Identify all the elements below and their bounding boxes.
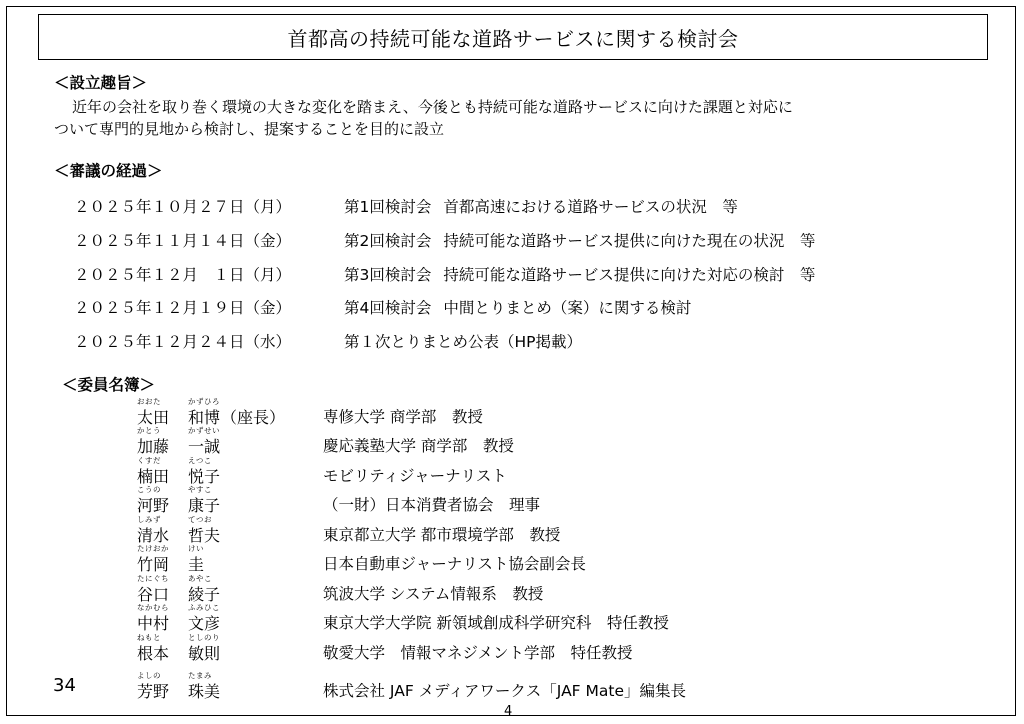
member-given-name: 珠美 (188, 682, 221, 701)
history-heading: ＜審議の経過＞ (54, 162, 163, 180)
meeting-topic: 中間とりまとめ（案）に関する検討 (443, 299, 692, 317)
surname-ruby: しみず (137, 515, 161, 524)
member-given-name: 康子 (188, 496, 221, 515)
member-given-name: 和博 (188, 408, 221, 427)
surname-ruby: かとう (137, 426, 161, 435)
meeting-row (74, 195, 738, 217)
surname-ruby: くすだ (137, 456, 161, 465)
given-name-ruby: えつこ (188, 456, 212, 465)
member-given-name: 敏則 (188, 644, 221, 663)
member-affiliation: 日本自動車ジャーナリスト協会副会長 (323, 555, 586, 573)
member-affiliation: 東京都立大学 都市環境学部 教授 (323, 526, 561, 544)
given-name-ruby: ふみひこ (188, 603, 220, 612)
member-surname: 加藤 (137, 437, 170, 456)
given-name-ruby: としのり (188, 633, 220, 642)
meeting-date: ２０２５年１２月 １日（月） (74, 266, 292, 284)
given-name-ruby: てつお (188, 515, 212, 524)
member-given-name: 文彦 (188, 614, 221, 633)
member-affiliation: 株式会社 JAF メディアワークス「JAF Mate」編集長 (323, 682, 687, 700)
meeting-date: ２０２５年１１月１４日（金） (74, 232, 292, 250)
member-role: （座長） (221, 408, 286, 427)
given-name-ruby: かずひろ (188, 397, 220, 406)
meeting-name: 第2回検討会 (344, 232, 432, 250)
meeting-name: 第3回検討会 (344, 266, 432, 284)
member-given-name: 一誠 (188, 437, 221, 456)
surname-ruby: ねもと (137, 633, 161, 642)
member-surname: 中村 (137, 614, 170, 633)
given-name-ruby: たまみ (188, 671, 212, 680)
meeting-row (74, 296, 691, 318)
document-title: 首都高の持続可能な道路サービスに関する検討会 (38, 14, 988, 60)
surname-ruby: よしの (137, 671, 161, 680)
given-name-ruby: かずせい (188, 426, 220, 435)
meeting-row (74, 229, 815, 251)
member-surname: 楠田 (137, 467, 170, 486)
meeting-date: ２０２５年１２月１９日（金） (74, 299, 292, 317)
member-surname: 根本 (137, 644, 170, 663)
member-surname: 太田 (137, 408, 170, 427)
member-affiliation: （一財）日本消費者協会 理事 (323, 496, 541, 514)
meeting-date: ２０２５年１２月２４日（水） (74, 333, 292, 351)
member-given-name: 圭 (188, 555, 205, 574)
member-affiliation: 敬愛大学 情報マネジメント学部 特任教授 (323, 644, 633, 662)
member-affiliation: 専修大学 商学部 教授 (323, 408, 483, 426)
given-name-ruby: やすこ (188, 485, 212, 494)
purpose-line-2: ついて専門的見地から検討し、提案することを目的に設立 (54, 120, 445, 138)
meeting-name: 第1回検討会 (344, 198, 432, 216)
meeting-topic: 首都高速における道路サービスの状況 等 (443, 198, 738, 216)
meeting-name: 第4回検討会 (344, 299, 432, 317)
members-heading: ＜委員名簿＞ (62, 376, 156, 394)
meeting-name: 第１次とりまとめ公表（HP掲載） (344, 333, 583, 351)
purpose-line-1: 近年の会社を取り巻く環境の大きな変化を踏まえ、今後とも持続可能な道路サービスに向けた課題と対応に (72, 98, 793, 116)
member-surname: 河野 (137, 496, 170, 515)
meeting-date: ２０２５年１０月２７日（月） (74, 198, 292, 216)
surname-ruby: たにぐち (137, 574, 169, 583)
slide-number: 34 (53, 675, 76, 696)
member-surname: 谷口 (137, 585, 170, 604)
member-given-name: 哲夫 (188, 526, 221, 545)
surname-ruby: たけおか (137, 544, 169, 553)
member-affiliation: 慶応義塾大学 商学部 教授 (323, 437, 514, 455)
meeting-topic: 持続可能な道路サービス提供に向けた現在の状況 等 (443, 232, 816, 250)
member-given-name: 綾子 (188, 585, 221, 604)
surname-ruby: こうの (137, 485, 161, 494)
given-name-ruby: あやこ (188, 574, 212, 583)
meeting-row (74, 330, 582, 352)
member-affiliation: 筑波大学 システム情報系 教授 (323, 585, 544, 603)
member-affiliation: モビリティジャーナリスト (323, 467, 507, 485)
page-number: 4 (504, 704, 513, 719)
meeting-topic: 持続可能な道路サービス提供に向けた対応の検討 等 (443, 266, 816, 284)
surname-ruby: おおた (137, 397, 161, 406)
member-surname: 清水 (137, 526, 170, 545)
purpose-heading: ＜設立趣旨＞ (54, 74, 148, 92)
member-surname: 芳野 (137, 682, 170, 701)
surname-ruby: なかむら (137, 603, 169, 612)
member-surname: 竹岡 (137, 555, 170, 574)
member-affiliation: 東京大学大学院 新領域創成科学研究科 特任教授 (323, 614, 669, 632)
meeting-row (74, 263, 815, 285)
given-name-ruby: けい (188, 544, 204, 553)
purpose-text (54, 96, 1004, 140)
member-given-name: 悦子 (188, 467, 221, 486)
